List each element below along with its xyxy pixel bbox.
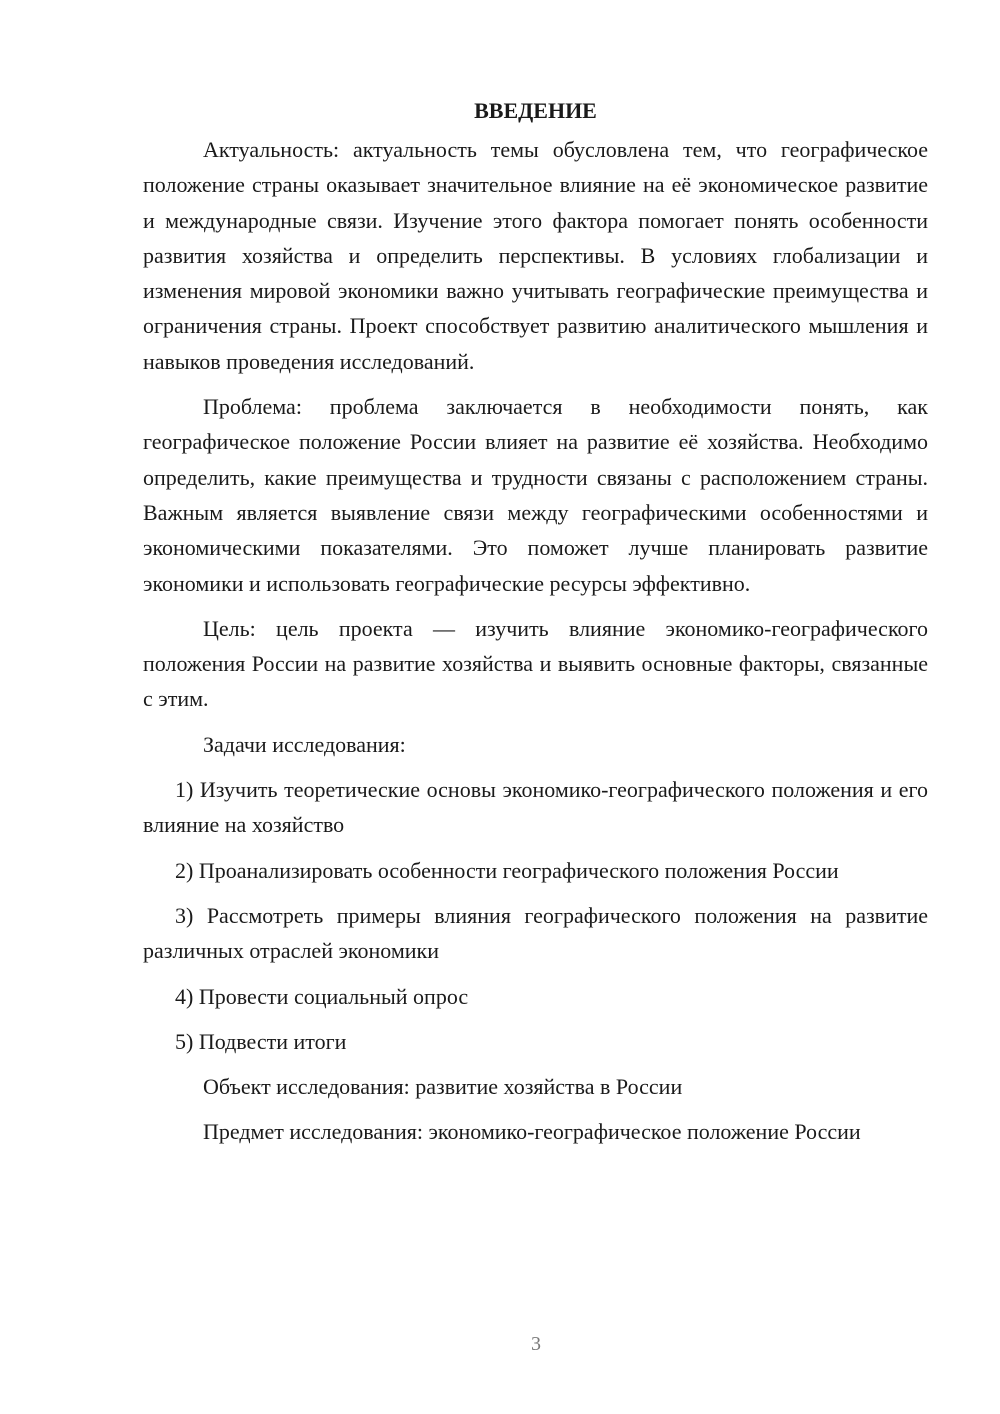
page-content: [143, 93, 928, 1150]
task-item: 4) Провести социальный опрос: [175, 983, 469, 1009]
subject-paragraph: Предмет исследования: экономико-географическое положение России: [203, 1119, 861, 1145]
tasks-title: Задачи исследования:: [203, 731, 406, 757]
page-title: ВВЕДЕНИЕ: [474, 98, 597, 123]
relevance-paragraph: Актуальность: актуальность темы обусловлена тем, что географическое положение страны оказывает значительное влияние на её экономическое развитие и международные связи. Изучение этого фактора помогает понять особенности развития хозяйства и определить перспективы. В условиях глобализации и изменения мировой экономики важно учитывать географические преимущества и ограничения страны. Проект способствует развитию аналитического мышления и навыков проведения исследований.: [143, 137, 928, 374]
problem-paragraph: Проблема: проблема заключается в необходимости понять, как географическое положение России влияет на развитие её хозяйства. Необходимо определить, какие преимущества и трудности связаны с расположением страны. Важным является выявление связи между географическими особенностями и экономическими показателями. Это поможет лучше планировать развитие экономики и использовать географические ресурсы эффективно.: [143, 394, 928, 596]
page-number: 3: [531, 1333, 541, 1355]
object-paragraph: Объект исследования: развитие хозяйства в России: [203, 1074, 683, 1100]
task-item: 3) Рассмотреть примеры влияния географического положения на развитие различных отраслей экономики: [143, 902, 928, 964]
task-item: 2) Проанализировать особенности географического положения России: [175, 857, 839, 883]
task-item: 1) Изучить теоретические основы экономико-географического положения и его влияние на хозяйство: [143, 777, 928, 838]
goal-paragraph: Цель: цель проекта — изучить влияние экономико-географического положения России на развитие хозяйства и выявить основные факторы, связанные с этим.: [143, 615, 928, 712]
task-item: 5) Подвести итоги: [175, 1028, 347, 1054]
